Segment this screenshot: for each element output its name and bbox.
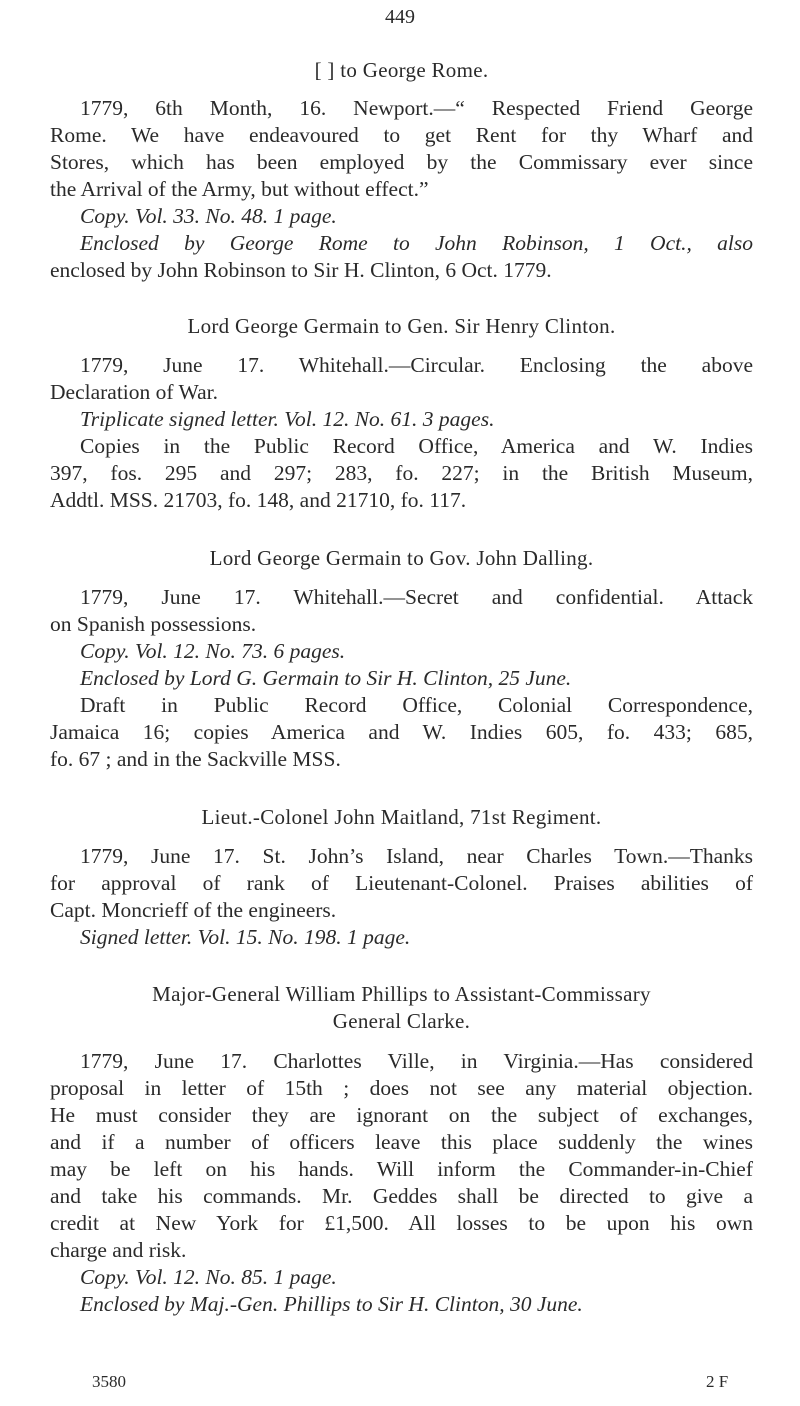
section-heading: General Clarke. xyxy=(332,1009,471,1033)
section-heading: [ ] to George Rome. xyxy=(314,58,489,82)
text-line: fo. 67 ; and in the Sackville MSS. xyxy=(50,747,341,771)
text-line: credit at New York for £1,500. All losses to be upon his own xyxy=(50,1211,753,1235)
section-heading: Lieut.-Colonel John Maitland, 71st Regiment. xyxy=(201,805,602,829)
text-line: the Arrival of the Army, but without effect.” xyxy=(50,177,429,201)
text-line: Copies in the Public Record Office, America and W. Indies xyxy=(80,434,753,458)
text-line: proposal in letter of 15th ; does not see any material objection. xyxy=(50,1076,753,1100)
text-line: 1779, June 17. Whitehall.—Circular. Enclosing the above xyxy=(80,353,753,377)
text-line: 397, fos. 295 and 297; 283, fo. 227; in the British Museum, xyxy=(50,461,753,485)
text-line: Stores, which has been employed by the Commissary ever since xyxy=(50,150,753,174)
text-line: and if a number of officers leave this place suddenly the wines xyxy=(50,1130,753,1154)
printer-signature: 3580 xyxy=(92,1372,126,1391)
enclosure-line: enclosed by John Robinson to Sir H. Clinton, 6 Oct. 1779. xyxy=(50,258,552,282)
text-line: He must consider they are ignorant on the subject of exchanges, xyxy=(50,1103,753,1127)
text-line: on Spanish possessions. xyxy=(50,612,257,636)
citation-line: Copy. Vol. 12. No. 73. 6 pages. xyxy=(80,639,346,663)
text-line: 1779, June 17. Charlottes Ville, in Virginia.—Has considered xyxy=(80,1049,753,1073)
citation-line: Signed letter. Vol. 15. No. 198. 1 page. xyxy=(80,925,411,949)
text-line: Jamaica 16; copies America and W. Indies 605, fo. 433; 685, xyxy=(50,720,753,744)
citation-line: Triplicate signed letter. Vol. 12. No. 61. 3 pages. xyxy=(80,407,495,431)
text-line: Capt. Moncrieff of the engineers. xyxy=(50,898,337,922)
gathering-mark: 2 F xyxy=(706,1372,729,1391)
page-number: 449 xyxy=(385,6,415,28)
text-line: and take his commands. Mr. Geddes shall be directed to give a xyxy=(50,1184,753,1208)
citation-line: Copy. Vol. 12. No. 85. 1 page. xyxy=(80,1265,337,1289)
section-heading: Lord George Germain to Gov. John Dalling. xyxy=(209,546,594,570)
text-line: Addtl. MSS. 21703, fo. 148, and 21710, fo. 117. xyxy=(50,488,467,512)
text-line: may be left on his hands. Will inform the Commander-in-Chief xyxy=(50,1157,753,1181)
section-heading: Lord George Germain to Gen. Sir Henry Clinton. xyxy=(187,314,616,338)
enclosure-line: Enclosed by Lord G. Germain to Sir H. Clinton, 25 June. xyxy=(80,666,572,690)
section-heading: Major-General William Phillips to Assistant-Commissary xyxy=(152,982,651,1006)
enclosure-line: Enclosed by Maj.-Gen. Phillips to Sir H. Clinton, 30 June. xyxy=(80,1292,583,1316)
text-line: Draft in Public Record Office, Colonial Correspondence, xyxy=(80,693,753,717)
text-line: for approval of rank of Lieutenant-Colonel. Praises abilities of xyxy=(50,871,753,895)
enclosure-line: Enclosed by George Rome to John Robinson, 1 Oct., also xyxy=(80,231,753,255)
text-line: Rome. We have endeavoured to get Rent for thy Wharf and xyxy=(50,123,753,147)
text-line: 1779, 6th Month, 16. Newport.—“ Respected Friend George xyxy=(80,96,753,120)
text-line: charge and risk. xyxy=(50,1238,187,1262)
text-line: Declaration of War. xyxy=(50,380,219,404)
text-line: 1779, June 17. St. John’s Island, near Charles Town.—Thanks xyxy=(80,844,753,868)
text-line: 1779, June 17. Whitehall.—Secret and confidential. Attack xyxy=(80,585,753,609)
citation-line: Copy. Vol. 33. No. 48. 1 page. xyxy=(80,204,337,228)
